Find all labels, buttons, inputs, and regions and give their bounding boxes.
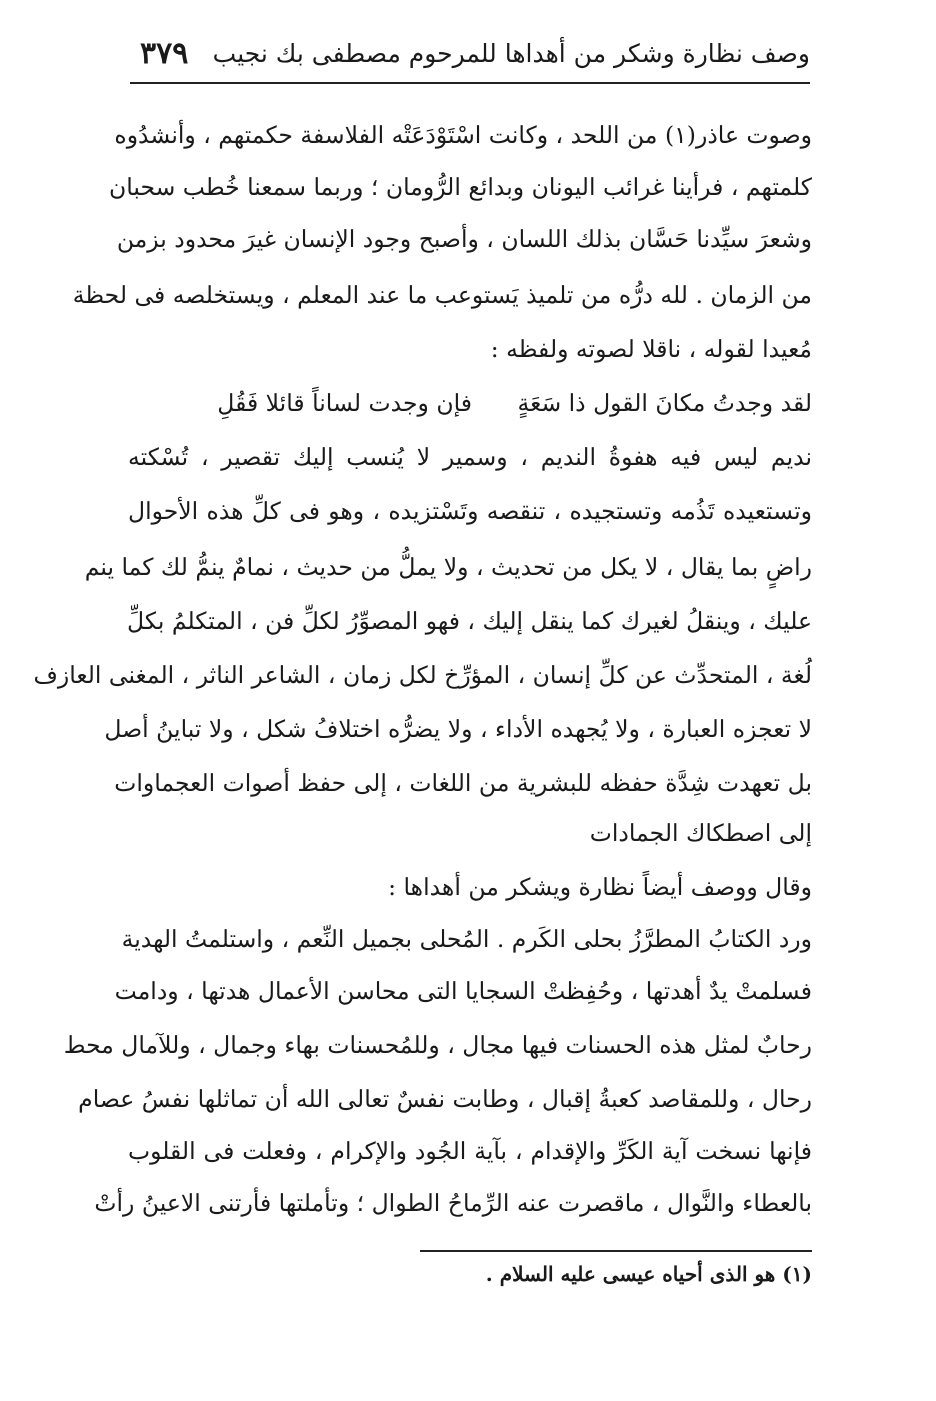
text-line: لُغة ، المتحدِّث عن كلِّ إنسان ، المؤرِّخ لكل زمان ، الشاعر الناثر ، المغنى العازف bbox=[33, 661, 812, 689]
text-line: وصوت عاذر(١) من اللحد ، وكانت اسْتَوْدَعَتْه الفلاسفة حكمتهم ، وأنشدُوه bbox=[114, 121, 812, 149]
text-line: وتستعيده تَذُمه وتستجيده ، تنقصه وتَسْتزيده ، وهو فى كلِّ هذه الأحوال bbox=[128, 497, 812, 525]
text-line: وشعرَ سيِّدنا حَسَّان بذلك اللسان ، وأصبح وجود الإنسان غيرَ محدود بزمن bbox=[116, 225, 812, 253]
text-line: مُعيدا لقوله ، ناقلا لصوته ولفظه : bbox=[490, 335, 812, 363]
header-rule bbox=[130, 82, 810, 84]
running-title: وصف نظارة وشكر من أهداها للمرحوم مصطفى بك نجيب bbox=[212, 38, 810, 68]
text-line: إلى اصطكاك الجمادات bbox=[589, 819, 812, 847]
text-line: فإنها نسخت آية الكَرِّ والإقدام ، بآية الجُود والإكرام ، وفعلت فى القلوب bbox=[128, 1137, 812, 1165]
running-header bbox=[130, 28, 810, 78]
text-line: لا تعجزه العبارة ، ولا يُجهده الأداء ، ولا يضرُّه اختلافُ شكل ، ولا تباينُ أصل bbox=[104, 715, 812, 743]
text-line: من الزمان . لله درُّه من تلميذ يَستوعب ما عند المعلم ، ويستخلصه فى لحظة bbox=[72, 281, 812, 309]
text-line: راضٍ بما يقال ، لا يكل من تحديث ، ولا يملُّ من حديث ، نمامٌ ينمُّ لك كما ينم bbox=[84, 553, 812, 581]
text-line: بل تعهدت شِدَّة حفظه للبشرية من اللغات ، إلى حفظ أصوات العجماوات bbox=[114, 769, 812, 797]
footnote-rule bbox=[420, 1250, 812, 1252]
text-line: رحال ، وللمقاصد كعبةُ إقبال ، وطابت نفسٌ تعالى الله أن تماثلها نفسُ عصام bbox=[78, 1085, 812, 1113]
text-line: كلمتهم ، فرأينا غرائب اليونان وبدائع الرُّومان ؛ وربما سمعنا خُطب سحبان bbox=[108, 173, 812, 201]
poetry-verse bbox=[128, 382, 812, 424]
verse-hemistich-first: لقد وجدتُ مكانَ القول ذا سَعَةٍ bbox=[517, 389, 812, 417]
text-line: ورد الكتابُ المطرَّزُ بحلى الكَرم . المُحلى بجميل النِّعم ، واستلمتُ الهدية bbox=[121, 925, 812, 953]
text-line: عليك ، وينقلُ لغيرك كما ينقل إليك ، فهو المصوِّرُ لكلِّ فن ، المتكلمُ بكلِّ bbox=[127, 607, 812, 635]
text-line: فسلمتْ يدٌ أهدتها ، وحُفِظتْ السجايا التى محاسن الأعمال هدتها ، ودامت bbox=[114, 977, 812, 1005]
text-line: رحابٌ لمثل هذه الحسنات فيها مجال ، وللمُحسنات بهاء وجمال ، وللآمال محط bbox=[63, 1031, 812, 1059]
verse-hemistich-second: فإن وجدت لساناً قائلا فَقُلِ bbox=[217, 389, 472, 417]
text-line: بالعطاء والنَّوال ، ماقصرت عنه الرِّماحُ الطوال ؛ وتأملتها فأرتنى الاعينُ رأتْ bbox=[94, 1189, 812, 1217]
text-line: نديم ليس فيه هفوةُ النديم ، وسمير لا يُنسب إليك تقصير ، تُسْكته bbox=[128, 443, 812, 471]
footnote: (١) هو الذى أحياه عيسى عليه السلام . bbox=[485, 1262, 812, 1286]
page-number: ٣٧٩ bbox=[140, 35, 189, 71]
section-intro: وقال ووصف أيضاً نظارة ويشكر من أهداها : bbox=[388, 873, 812, 901]
